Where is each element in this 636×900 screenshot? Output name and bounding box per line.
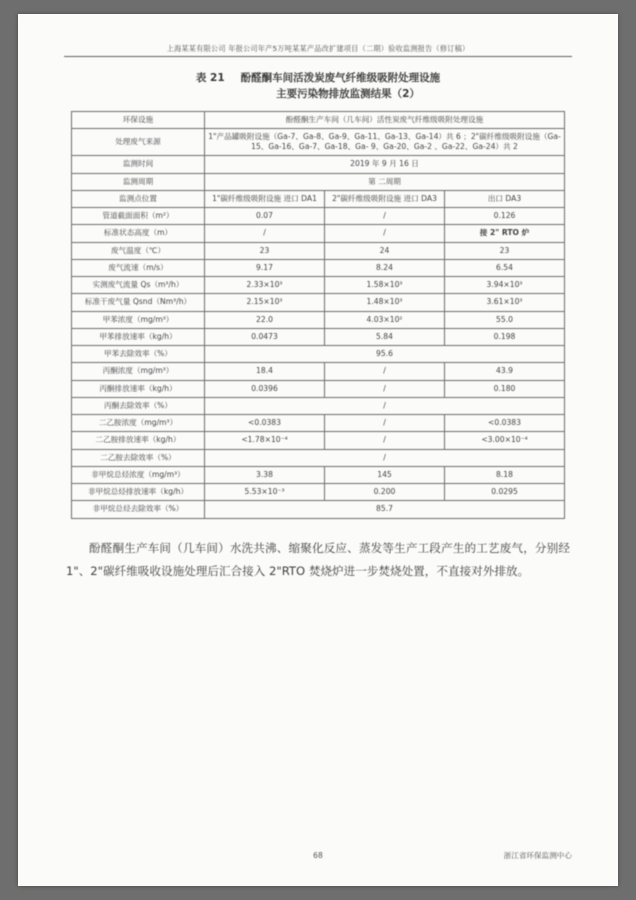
table-number: 表 21 xyxy=(195,72,225,84)
table-row-label: 二乙胺排放速率（kg/h） xyxy=(72,432,205,449)
table-cell: <1.78×10⁻⁴ xyxy=(205,432,325,449)
table-row xyxy=(72,311,565,328)
table-cell: <0.0383 xyxy=(205,415,325,432)
table-row-label: 管道截面面积（m²） xyxy=(72,208,205,225)
table-row xyxy=(72,259,565,276)
table-row-label: 废气温度（℃） xyxy=(72,242,205,259)
table-row-label: 处理废气来源 xyxy=(72,128,205,156)
table-cell: 5.53×10⁻³ xyxy=(205,484,325,501)
table-cell: / xyxy=(205,397,565,414)
page-footer xyxy=(64,851,572,860)
table-row xyxy=(72,432,565,449)
table-cell: / xyxy=(205,449,565,466)
table-cell: 0.180 xyxy=(445,380,565,397)
table-row xyxy=(72,111,565,128)
table-cell: 0.0396 xyxy=(205,380,325,397)
table-row-label: 甲苯浓度（mg/m³） xyxy=(72,311,205,328)
table-cell: 2"碳纤维级吸附设施 进口 DA3 xyxy=(325,190,445,207)
table-cell: / xyxy=(325,380,445,397)
table-cell: 18.4 xyxy=(205,363,325,380)
table-title-line1: 酚醛酮车间活泼炭废气纤维级吸附处理设施 xyxy=(240,72,441,84)
table-row xyxy=(72,208,565,225)
table-cell: 0.200 xyxy=(325,484,445,501)
table-row-label: 二乙胺浓度（mg/m³） xyxy=(72,415,205,432)
table-cell: 5.84 xyxy=(325,328,445,345)
table-cell: 145 xyxy=(325,466,445,483)
table-row xyxy=(72,449,565,466)
document-page xyxy=(18,14,618,886)
table-cell: 出口 DA3 xyxy=(445,190,565,207)
table-cell: / xyxy=(325,225,445,242)
table-row xyxy=(72,380,565,397)
table-row-label: 监测周期 xyxy=(72,173,205,190)
table-row xyxy=(72,277,565,294)
table-cell: 95.6 xyxy=(205,346,565,363)
table-cell: 2.15×10³ xyxy=(205,294,325,311)
table-cell: / xyxy=(325,432,445,449)
table-cell: 8.18 xyxy=(445,466,565,483)
page-number: 68 xyxy=(313,851,323,860)
header-divider xyxy=(64,56,572,57)
table-cell: 1.48×10³ xyxy=(325,294,445,311)
table-row xyxy=(72,466,565,483)
table-cell: 3.38 xyxy=(205,466,325,483)
table-row xyxy=(72,294,565,311)
table-row xyxy=(72,363,565,380)
table-row xyxy=(72,190,565,207)
table-row xyxy=(72,156,565,173)
table-cell: 2019 年 9 月 16 日 xyxy=(205,156,565,173)
table-cell: 9.17 xyxy=(205,259,325,276)
table-cell: 8.24 xyxy=(325,259,445,276)
table-cell: <0.0383 xyxy=(445,415,565,432)
table-cell: 23 xyxy=(205,242,325,259)
table-cell: 0.0295 xyxy=(445,484,565,501)
table-cell: 2.33×10³ xyxy=(205,277,325,294)
table-row-label: 废气流速（m/s） xyxy=(72,259,205,276)
table-row-label: 监测点位置 xyxy=(72,190,205,207)
table-row xyxy=(72,397,565,414)
table-title-line2: 主要污染物排放监测结果（2） xyxy=(276,87,420,100)
table-cell: / xyxy=(325,363,445,380)
table-cell: / xyxy=(325,208,445,225)
table-cell: / xyxy=(325,415,445,432)
monitoring-results-table xyxy=(71,111,565,519)
body-paragraph: 酚醛酮生产车间（几车间）水洗共沸、缩聚化反应、蒸发等生产工段产生的工艺废气，分别经 1"、2"碳纤维吸收设施处理后汇合接入 2"RTO 焚烧炉进一步焚烧处置，不直接对外排放。 xyxy=(66,540,570,578)
page-header: 上海某某有限公司 年报公司年产5万吨某某产品改扩建项目（二期）验收监测报告（修订稿） xyxy=(166,44,470,53)
table-cell: 6.54 xyxy=(445,259,565,276)
table-cell: 23 xyxy=(445,242,565,259)
table-row-label: 丙酮排放速率（kg/h） xyxy=(72,380,205,397)
table-cell: 43.9 xyxy=(445,363,565,380)
table-cell: 22.0 xyxy=(205,311,325,328)
table-row-label: 甲苯排放速率（kg/h） xyxy=(72,328,205,345)
table-cell: 0.0473 xyxy=(205,328,325,345)
table-row xyxy=(72,484,565,501)
table-row xyxy=(72,225,565,242)
table-row xyxy=(72,128,565,156)
page-content xyxy=(18,14,618,886)
table-row-label: 环保设施 xyxy=(72,111,205,128)
table-row xyxy=(72,242,565,259)
table-row-label: 标准状态高度（m） xyxy=(72,225,205,242)
table-cell: 24 xyxy=(325,242,445,259)
table-row xyxy=(72,501,565,518)
table-cell: / xyxy=(205,225,325,242)
table-cell: <3.00×10⁻⁴ xyxy=(445,432,565,449)
table-cell: 55.0 xyxy=(445,311,565,328)
table-cell: 3.61×10³ xyxy=(445,294,565,311)
table-cell: 接 2" RTO 炉 xyxy=(445,225,565,242)
table-row xyxy=(72,328,565,345)
table-row xyxy=(72,173,565,190)
table-row-label: 非甲烷总烃浓度（mg/m³） xyxy=(72,466,205,483)
table-row-label: 监测时间 xyxy=(72,156,205,173)
table-body xyxy=(72,111,565,518)
table-row xyxy=(72,346,565,363)
table-cell: 85.7 xyxy=(205,501,565,518)
table-row-label: 丙酮去除效率（%） xyxy=(72,397,205,414)
table-title xyxy=(64,71,572,103)
table-cell: 1.58×10³ xyxy=(325,277,445,294)
table-cell: 第 二周期 xyxy=(205,173,565,190)
table-cell: 0.198 xyxy=(445,328,565,345)
footer-organization: 浙江省环保监测中心 xyxy=(503,851,572,860)
table-cell: 酚醛酮生产车间（几车间）活性炭废气纤维级吸附处理设施 xyxy=(205,111,565,128)
table-cell: 0.07 xyxy=(205,208,325,225)
table-cell: 3.94×10³ xyxy=(445,277,565,294)
table-row-label: 二乙胺去除效率（%） xyxy=(72,449,205,466)
table-row-label: 非甲烷总烃排放速率（kg/h） xyxy=(72,484,205,501)
table-row-label: 标准干废气量 Qsnd（Nm³/h） xyxy=(72,294,205,311)
table-row-label: 非甲烷总烃去除效率（%） xyxy=(72,501,205,518)
table-cell: 4.03×10² xyxy=(325,311,445,328)
table-row xyxy=(72,415,565,432)
table-cell: 0.126 xyxy=(445,208,565,225)
table-row-label: 丙酮浓度（mg/m³） xyxy=(72,363,205,380)
table-row-label: 实测废气流量 Qs（m³/h） xyxy=(72,277,205,294)
table-row-label: 甲苯去除效率（%） xyxy=(72,346,205,363)
table-cell: 1"产品罐吸附设施（Ga-7、Ga-8、Ga-9、Ga-11、Ga-13、Ga-14）共 6 ；2"碳纤维级吸附设施（Ga-15、Ga-16、Ga-7、Ga-18、Ga- 9、Ga-20、Ga-2 、Ga-22、Ga-24）共 2 xyxy=(205,128,565,156)
table-cell: 1"碳纤维级吸附设施 进口 DA1 xyxy=(205,190,325,207)
